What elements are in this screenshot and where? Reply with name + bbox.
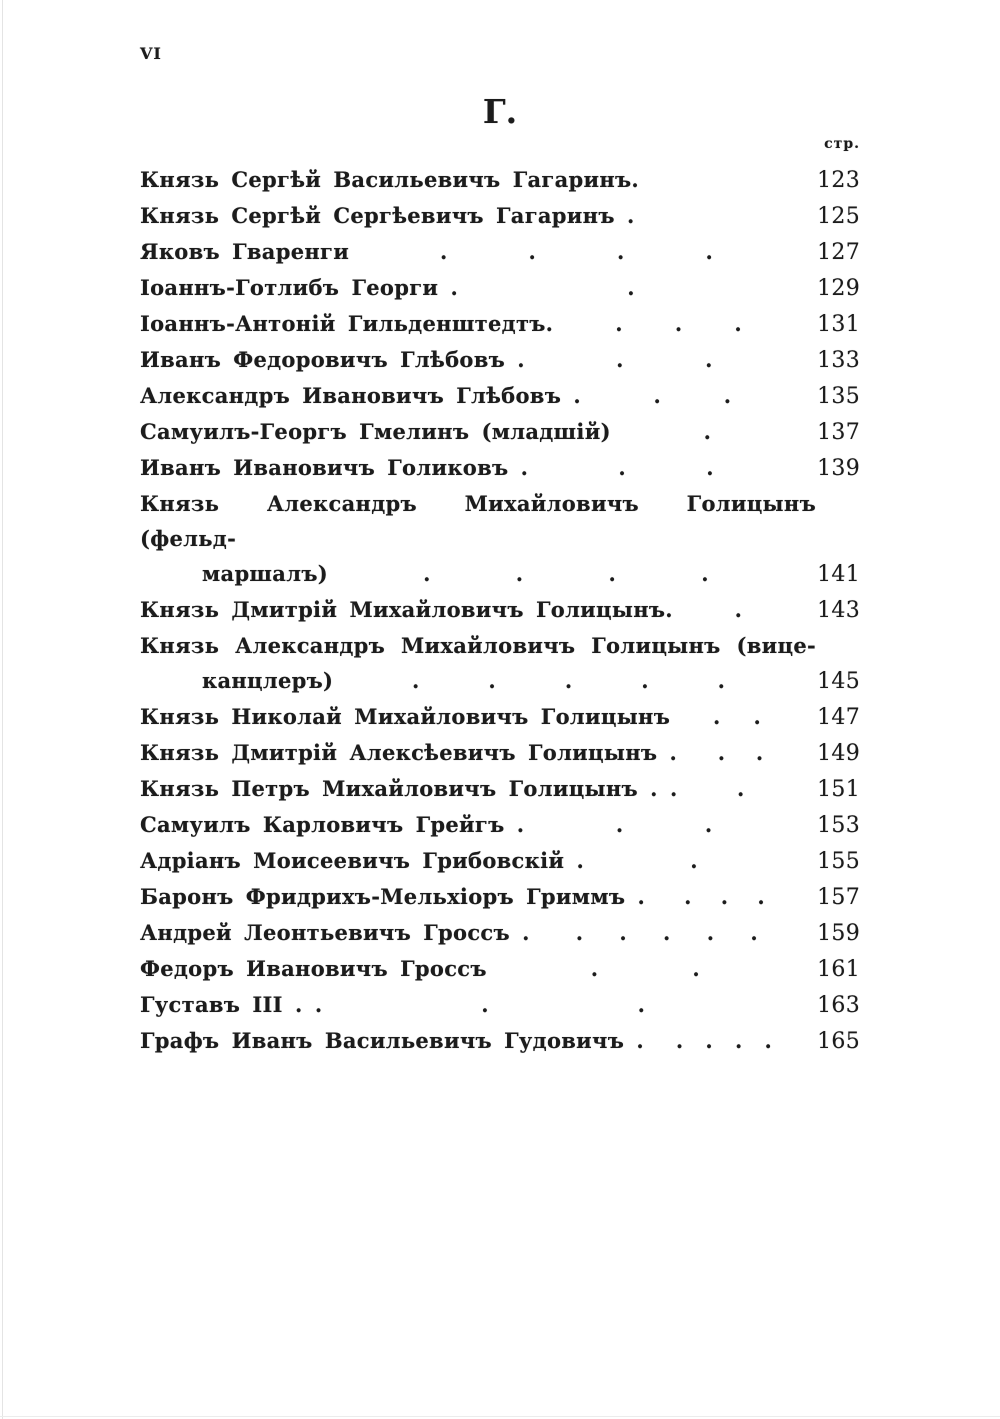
leader-dots: . . — [713, 704, 762, 729]
toc-entry — [140, 270, 860, 306]
leader-dots: . . — [590, 956, 700, 981]
entry-page: 143 — [817, 598, 860, 623]
leader-dots: . . — [717, 740, 764, 765]
entry-title: Иванъ Ивановичъ Голиковъ . — [140, 455, 529, 480]
entry-title: Іоаннъ-Готлибъ Георги . — [140, 275, 459, 300]
entry-page: 129 — [817, 276, 860, 301]
leader-dots — [649, 162, 794, 198]
leader-dots: . . . . — [675, 1028, 773, 1053]
entry-title: Самуилъ Карловичъ Грейгъ . — [140, 812, 525, 837]
toc-entry — [140, 735, 860, 771]
entry-title: Самуилъ-Георгъ Гмелинъ (младшій) — [140, 419, 611, 444]
page-number: VI — [140, 44, 162, 63]
entry-page: 139 — [817, 456, 860, 481]
page-column-header: стр. — [824, 136, 860, 152]
entry-page: 147 — [817, 705, 860, 730]
entry-title: Яковъ Гваренги — [140, 239, 350, 264]
entry-page: 165 — [817, 1029, 860, 1054]
entry-title: Густавъ III . . — [140, 992, 323, 1017]
entry-title: Князь Дмитрій Алексѣевичъ Голицынъ . — [140, 740, 678, 765]
scan-edge-bottom — [0, 1416, 1000, 1417]
toc-list — [140, 162, 860, 1059]
scan-edge-left — [2, 0, 3, 1419]
toc-entry — [140, 628, 860, 699]
leader-dots: . — [690, 848, 698, 873]
leader-dots: . . . . . — [412, 668, 726, 693]
entry-page: 159 — [817, 921, 860, 946]
entry-title: Князь Петръ Михайловичъ Голицынъ . . — [140, 776, 678, 801]
toc-entry — [140, 915, 860, 951]
leader-dots — [645, 198, 794, 234]
entry-page: 153 — [817, 813, 860, 838]
entry-page: 161 — [817, 957, 860, 982]
entry-title: Князь Александръ Михайловичъ Голицынъ (вице- — [140, 633, 816, 658]
entry-title: Александръ Ивановичъ Глѣбовъ . — [140, 383, 581, 408]
leader-dots: . . — [481, 992, 646, 1017]
entry-page: 163 — [817, 993, 860, 1018]
toc-entry — [140, 378, 860, 414]
toc-entry — [140, 807, 860, 843]
entry-title: Андрей Леонтьевичъ Гроссъ . — [140, 920, 530, 945]
toc-entry — [140, 592, 860, 628]
section-heading: Г. — [482, 92, 518, 131]
entry-page: 155 — [817, 849, 860, 874]
toc-entry — [140, 234, 860, 270]
leader-dots: . . . . — [423, 561, 709, 586]
toc-entry — [140, 879, 860, 915]
leader-dots: . . — [616, 347, 713, 372]
entry-title: Іоаннъ-Антоній Гильденштедтъ. — [140, 311, 554, 336]
leader-dots: . . . — [684, 884, 765, 909]
leader-dots: . — [734, 597, 743, 622]
leader-dots: . — [703, 419, 712, 444]
entry-title: Князь Сергѣй Васильевичъ Гагаринъ. — [140, 167, 640, 192]
leader-dots: . — [627, 275, 635, 300]
entry-title: Князь Дмитрій Михайловичъ Голицынъ. — [140, 597, 673, 622]
entry-title: Князь Николай Михайловичъ Голицынъ — [140, 704, 671, 729]
entry-page: 127 — [817, 240, 860, 265]
leader-dots: . . . . — [439, 239, 714, 264]
leader-dots: . . — [618, 455, 714, 480]
toc-entry — [140, 342, 860, 378]
toc-entry — [140, 486, 860, 592]
entry-page: 133 — [817, 348, 860, 373]
toc-entry — [140, 951, 860, 987]
toc-entry — [140, 414, 860, 450]
entry-page: 157 — [817, 885, 860, 910]
entry-page: 149 — [817, 741, 860, 766]
leader-dots: . . — [653, 383, 732, 408]
toc-entry — [140, 306, 860, 342]
entry-title: Князь Сергѣй Сергѣевичъ Гагаринъ . — [140, 203, 635, 228]
entry-title: Адріанъ Моисеевичъ Грибовскій . — [140, 848, 585, 873]
leader-dots: . . . . . — [575, 920, 758, 945]
entry-page: 135 — [817, 384, 860, 409]
toc-entry — [140, 987, 860, 1023]
entry-title: Князь Александръ Михайловичъ Голицынъ (фельд- — [140, 491, 816, 551]
toc-entry — [140, 843, 860, 879]
entry-title: Баронъ Фридрихъ-Мельхіоръ Гриммъ . — [140, 884, 646, 909]
entry-title: Графъ Иванъ Васильевичъ Гудовичъ . — [140, 1028, 644, 1053]
entry-page: 145 — [817, 669, 860, 694]
leader-dots: . — [737, 776, 745, 801]
entry-page: 137 — [817, 420, 860, 445]
entry-page: 123 — [817, 168, 860, 193]
entry-page: 125 — [817, 204, 860, 229]
entry-page: 151 — [817, 777, 860, 802]
entry-page: 131 — [817, 312, 860, 337]
entry-page: 141 — [817, 562, 860, 587]
toc-entry — [140, 162, 860, 198]
toc-entry — [140, 771, 860, 807]
entry-title: Федоръ Ивановичъ Гроссъ — [140, 956, 487, 981]
leader-dots: . . . — [615, 311, 743, 336]
entry-title-continuation: маршалъ) — [202, 561, 328, 586]
leader-dots: . . — [615, 812, 713, 837]
toc-entry — [140, 198, 860, 234]
entry-title: Иванъ Федоровичъ Глѣбовъ . — [140, 347, 525, 372]
toc-entry — [140, 1023, 860, 1059]
entry-title-continuation: канцлеръ) — [202, 668, 334, 693]
toc-entry — [140, 450, 860, 486]
toc-entry — [140, 699, 860, 735]
